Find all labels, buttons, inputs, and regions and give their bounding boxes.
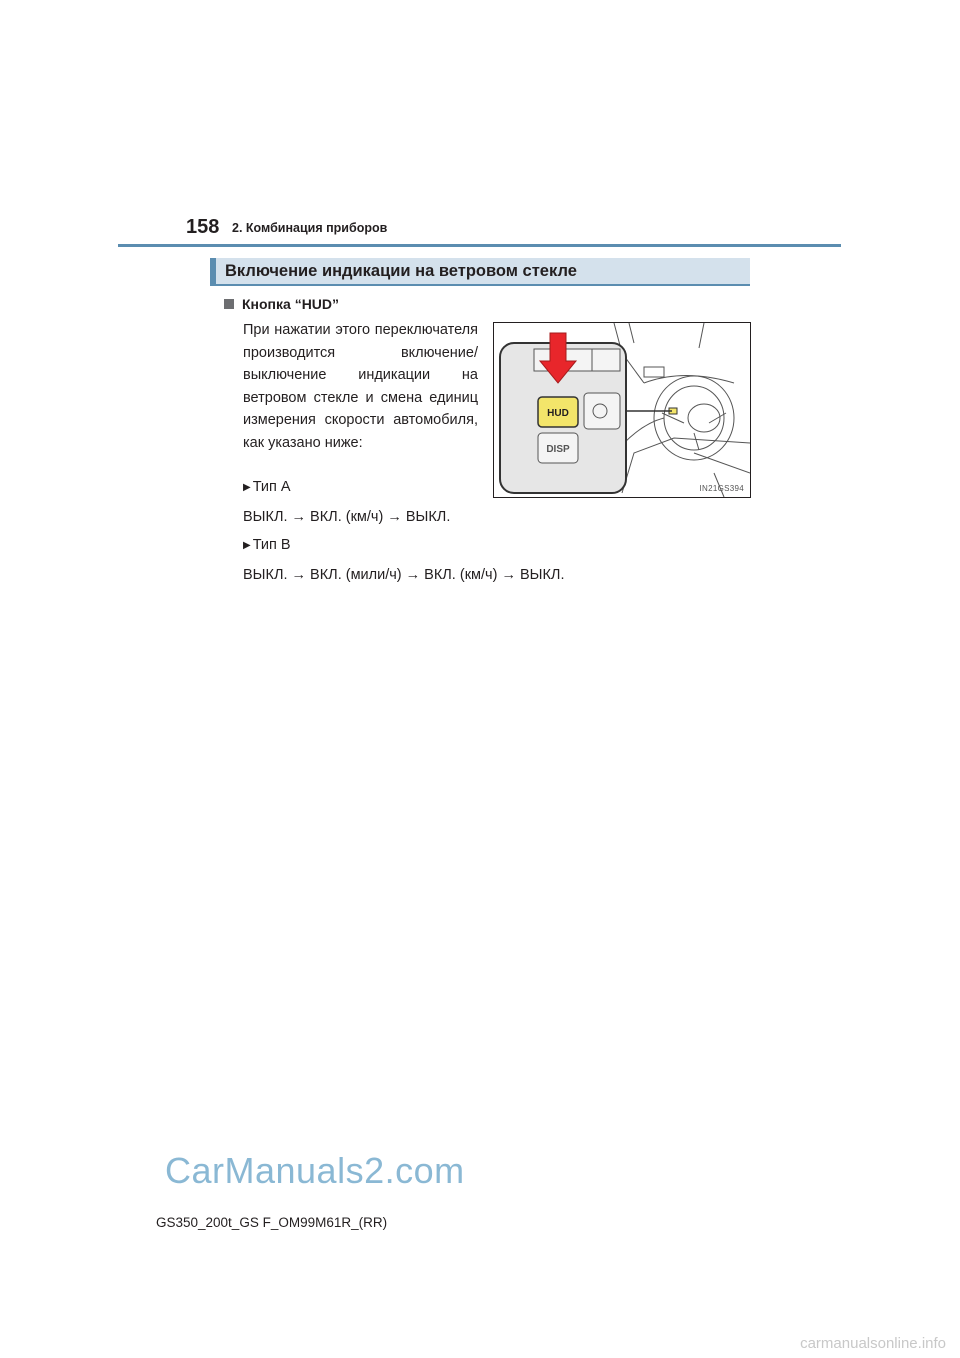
section-title: Включение индикации на ветровом стекле	[225, 262, 577, 280]
magnified-panel	[500, 333, 672, 493]
type-a-label	[243, 479, 291, 495]
hud-button-illustration	[493, 322, 751, 498]
dashboard-drawing	[494, 323, 750, 497]
type-a-text: Тип A	[252, 479, 291, 495]
footer-doc-code: GS350_200t_GS F_OM99M61R_(RR)	[156, 1215, 388, 1230]
intro-paragraph: При нажатии этого переключателя производится включение/выключение индикации на ветровом стекле и смена единиц измерения скорости автомобиля, как указано ниже:	[243, 322, 478, 451]
section-header	[210, 258, 750, 286]
section-accent	[210, 258, 216, 286]
watermark: CarManuals2.com	[165, 1150, 465, 1191]
body-text	[243, 319, 478, 454]
square-bullet-icon	[224, 299, 234, 309]
figure-code: IN21GS394	[699, 484, 744, 493]
sub-heading	[224, 296, 339, 312]
chapter-title: 2. Комбинация приборов	[232, 221, 388, 235]
header-rule	[118, 244, 841, 247]
triangle-bullet-icon: ▶	[243, 482, 251, 493]
hud-button-label: HUD	[547, 408, 569, 419]
type-b-text: Тип B	[252, 537, 291, 553]
type-b-label	[243, 537, 291, 553]
disp-button-label: DISP	[546, 444, 570, 455]
type-a-sequence: ВЫКЛ. → ВКЛ. (км/ч) → ВЫКЛ.	[243, 509, 451, 525]
page-number: 158	[186, 216, 220, 238]
triangle-bullet-icon: ▶	[243, 540, 251, 551]
type-b-sequence: ВЫКЛ. → ВКЛ. (мили/ч) → ВКЛ. (км/ч) → ВЫКЛ.	[243, 567, 565, 583]
site-watermark: carmanualsonline.info	[800, 1335, 946, 1352]
sub-heading-text: Кнопка “HUD”	[242, 296, 340, 312]
